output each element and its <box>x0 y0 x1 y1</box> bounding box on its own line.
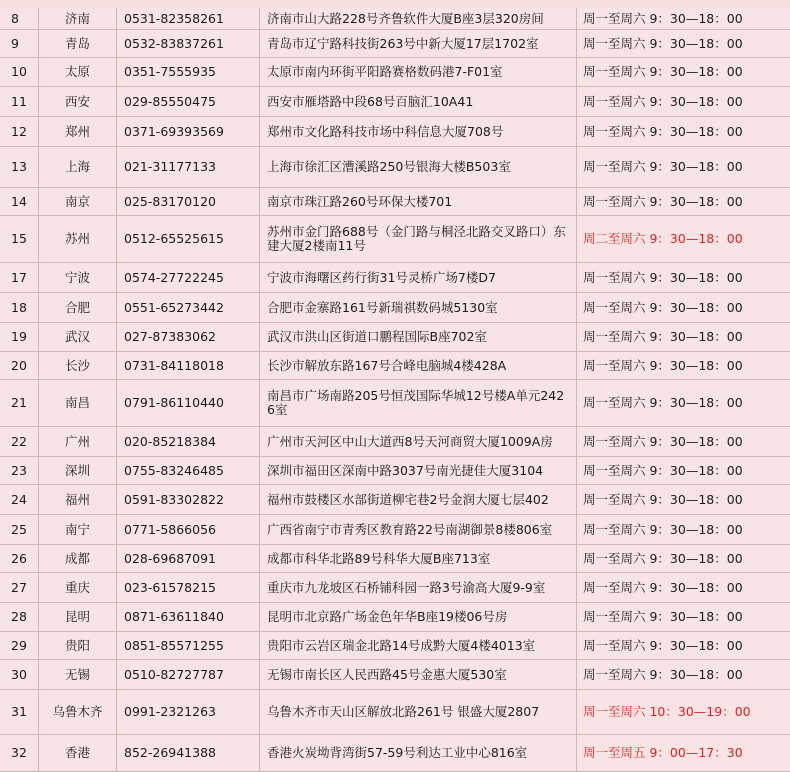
row-index: 26 <box>11 550 27 566</box>
address: 合肥市金寨路161号新瑞祺数码城5130室 <box>259 293 576 322</box>
address: 成都市科华北路89号科华大厦B座713室 <box>259 545 576 572</box>
city-name: 香港 <box>38 735 116 771</box>
address: 苏州市金门路688号（金门路与桐泾北路交叉路口）东建大厦2楼南11号 <box>259 216 576 262</box>
phone-number: 021-31177133 <box>116 147 259 187</box>
table-row <box>0 263 790 293</box>
address: 郑州市文化路科技市场中科信息大厦708号 <box>259 117 576 146</box>
table-row <box>0 352 790 380</box>
row-index: 28 <box>11 609 27 624</box>
business-hours: 周一至周六 9：30—18：00 <box>576 8 790 29</box>
row-index: 22 <box>11 433 27 449</box>
city-name: 西安 <box>38 87 116 116</box>
address: 南昌市广场南路205号恒茂国际华城12号楼A单元2426室 <box>259 380 576 426</box>
table-row <box>0 87 790 117</box>
row-index: 10 <box>11 64 27 79</box>
table-row <box>0 603 790 632</box>
city-name: 宁波 <box>38 263 116 292</box>
row-index: 31 <box>11 704 27 719</box>
phone-number: 0851-85571255 <box>116 632 259 659</box>
phone-number: 852-26941388 <box>116 735 259 771</box>
business-hours: 周一至周六 9：30—18：00 <box>576 515 790 544</box>
city-name: 武汉 <box>38 323 116 351</box>
table-row <box>0 147 790 188</box>
address: 香港火炭坳背湾街57-59号利达工业中心816室 <box>259 735 576 771</box>
table-row <box>0 58 790 87</box>
business-hours: 周一至周六 9：30—18：00 <box>576 263 790 292</box>
address: 长沙市解放东路167号合峰电脑城4楼428A <box>259 352 576 379</box>
phone-number: 029-85550475 <box>116 87 259 116</box>
city-name: 合肥 <box>38 293 116 322</box>
row-index: 29 <box>11 637 27 653</box>
row-index: 19 <box>11 329 27 344</box>
address: 太原市南内环街平阳路赛格数码港7-F01室 <box>259 58 576 86</box>
city-name: 太原 <box>38 58 116 86</box>
table-row <box>0 632 790 660</box>
row-index: 14 <box>11 193 27 209</box>
business-hours: 周一至周六 9：30—18：00 <box>576 117 790 146</box>
business-hours: 周一至周六 9：30—18：00 <box>576 147 790 187</box>
row-index: 18 <box>11 299 27 315</box>
row-index: 12 <box>11 123 27 139</box>
address: 乌鲁木齐市天山区解放北路261号 银盛大厦2807 <box>259 690 576 734</box>
row-index: 32 <box>11 745 27 760</box>
table-row <box>0 457 790 485</box>
city-name: 深圳 <box>38 457 116 484</box>
phone-number: 0791-86110440 <box>116 380 259 426</box>
table-row <box>0 380 790 427</box>
phone-number: 0371-69393569 <box>116 117 259 146</box>
table-row <box>0 293 790 323</box>
table-row <box>0 188 790 216</box>
table-row <box>0 515 790 545</box>
business-hours: 周二至周六 9：30—18：00 <box>576 216 790 262</box>
table-row <box>0 30 790 58</box>
address: 上海市徐汇区漕溪路250号银海大楼B503室 <box>259 147 576 187</box>
row-index: 13 <box>11 159 27 174</box>
business-hours: 周一至周六 9：30—18：00 <box>576 660 790 689</box>
business-hours: 周一至周六 9：30—18：00 <box>576 485 790 514</box>
row-index: 30 <box>11 666 27 682</box>
address: 济南市山大路228号齐鲁软件大厦B座3层320房间 <box>259 8 576 29</box>
city-name: 南京 <box>38 188 116 215</box>
phone-number: 0755-83246485 <box>116 457 259 484</box>
city-name: 长沙 <box>38 352 116 379</box>
business-hours: 周一至周六 9：30—18：00 <box>576 30 790 57</box>
phone-number: 020-85218384 <box>116 427 259 456</box>
table-row <box>0 117 790 147</box>
business-hours: 周一至周六 9：30—18：00 <box>576 457 790 484</box>
city-name: 南昌 <box>38 380 116 426</box>
business-hours: 周一至周六 9：30—18：00 <box>576 573 790 602</box>
phone-number: 0510-82727787 <box>116 660 259 689</box>
city-name: 上海 <box>38 147 116 187</box>
table-row <box>0 690 790 735</box>
row-index: 15 <box>11 231 27 246</box>
table-row <box>0 735 790 772</box>
phone-number: 0351-7555935 <box>116 58 259 86</box>
address: 昆明市北京路广场金色年华B座19楼06号房 <box>259 603 576 631</box>
city-name: 青岛 <box>38 30 116 57</box>
address: 广州市天河区中山大道西8号天河商贸大厦1009A房 <box>259 427 576 456</box>
phone-number: 0532-83837261 <box>116 30 259 57</box>
address: 重庆市九龙坡区石桥铺科园一路3号渝高大厦9-9室 <box>259 573 576 602</box>
table-row <box>0 485 790 515</box>
city-name: 无锡 <box>38 660 116 689</box>
business-hours: 周一至周六 9：30—18：00 <box>576 323 790 351</box>
row-index: 24 <box>11 491 27 507</box>
table-row <box>0 545 790 573</box>
row-index: 9 <box>11 35 19 51</box>
address: 西安市雁塔路中段68号百脑汇10A41 <box>259 87 576 116</box>
business-hours: 周一至周六 9：30—18：00 <box>576 293 790 322</box>
city-name: 昆明 <box>38 603 116 631</box>
table-row <box>0 573 790 603</box>
phone-number: 028-69687091 <box>116 545 259 572</box>
address: 南京市珠江路260号环保大楼701 <box>259 188 576 215</box>
business-hours: 周一至周六 9：30—18：00 <box>576 603 790 631</box>
row-index: 21 <box>11 395 27 410</box>
row-index: 27 <box>11 579 27 595</box>
phone-number: 0531-82358261 <box>116 8 259 29</box>
city-name: 成都 <box>38 545 116 572</box>
city-name: 苏州 <box>38 216 116 262</box>
phone-number: 0731-84118018 <box>116 352 259 379</box>
phone-number: 0512-65525615 <box>116 216 259 262</box>
address: 贵阳市云岩区瑞金北路14号成黔大厦4楼4013室 <box>259 632 576 659</box>
city-name: 济南 <box>38 8 116 29</box>
business-hours: 周一至周五 9：00—17：30 <box>576 735 790 771</box>
business-hours: 周一至周六 9：30—18：00 <box>576 87 790 116</box>
address: 青岛市辽宁路科技街263号中新大厦17层1702室 <box>259 30 576 57</box>
table-row <box>0 660 790 690</box>
business-hours: 周一至周六 9：30—18：00 <box>576 632 790 659</box>
table-row <box>0 8 790 30</box>
phone-number: 0871-63611840 <box>116 603 259 631</box>
city-name: 贵阳 <box>38 632 116 659</box>
phone-number: 027-87383062 <box>116 323 259 351</box>
phone-number: 0591-83302822 <box>116 485 259 514</box>
row-index: 25 <box>11 521 27 537</box>
business-hours: 周一至周六 9：30—18：00 <box>576 545 790 572</box>
business-hours: 周一至周六 9：30—18：00 <box>576 58 790 86</box>
address: 福州市鼓楼区水部街道柳宅巷2号金润大厦七层402 <box>259 485 576 514</box>
table-row <box>0 216 790 263</box>
phone-number: 0771-5866056 <box>116 515 259 544</box>
address: 深圳市福田区深南中路3037号南光捷佳大厦3104 <box>259 457 576 484</box>
business-hours: 周一至周六 9：30—18：00 <box>576 380 790 426</box>
row-index: 11 <box>11 93 27 109</box>
row-index: 20 <box>11 357 27 373</box>
phone-number: 0551-65273442 <box>116 293 259 322</box>
city-name: 重庆 <box>38 573 116 602</box>
row-index: 23 <box>11 462 27 478</box>
business-hours: 周一至周六 9：30—18：00 <box>576 188 790 215</box>
row-index: 8 <box>11 10 19 26</box>
address: 无锡市南长区人民西路45号金惠大厦530室 <box>259 660 576 689</box>
phone-number: 0991-2321263 <box>116 690 259 734</box>
phone-number: 023-61578215 <box>116 573 259 602</box>
business-hours: 周一至周六 9：30—18：00 <box>576 352 790 379</box>
phone-number: 0574-27722245 <box>116 263 259 292</box>
city-name: 乌鲁木齐 <box>38 690 116 734</box>
table-row <box>0 323 790 352</box>
address: 宁波市海曙区药行街31号灵桥广场7楼D7 <box>259 263 576 292</box>
address: 武汉市洪山区街道口鹏程国际B座702室 <box>259 323 576 351</box>
city-name: 南宁 <box>38 515 116 544</box>
address: 广西省南宁市青秀区教育路22号南湖御景8楼806室 <box>259 515 576 544</box>
business-hours: 周一至周六 10：30—19：00 <box>576 690 790 734</box>
city-name: 广州 <box>38 427 116 456</box>
row-index: 17 <box>11 269 27 285</box>
city-name: 福州 <box>38 485 116 514</box>
city-name: 郑州 <box>38 117 116 146</box>
phone-number: 025-83170120 <box>116 188 259 215</box>
table-row <box>0 427 790 457</box>
business-hours: 周一至周六 9：30—18：00 <box>576 427 790 456</box>
